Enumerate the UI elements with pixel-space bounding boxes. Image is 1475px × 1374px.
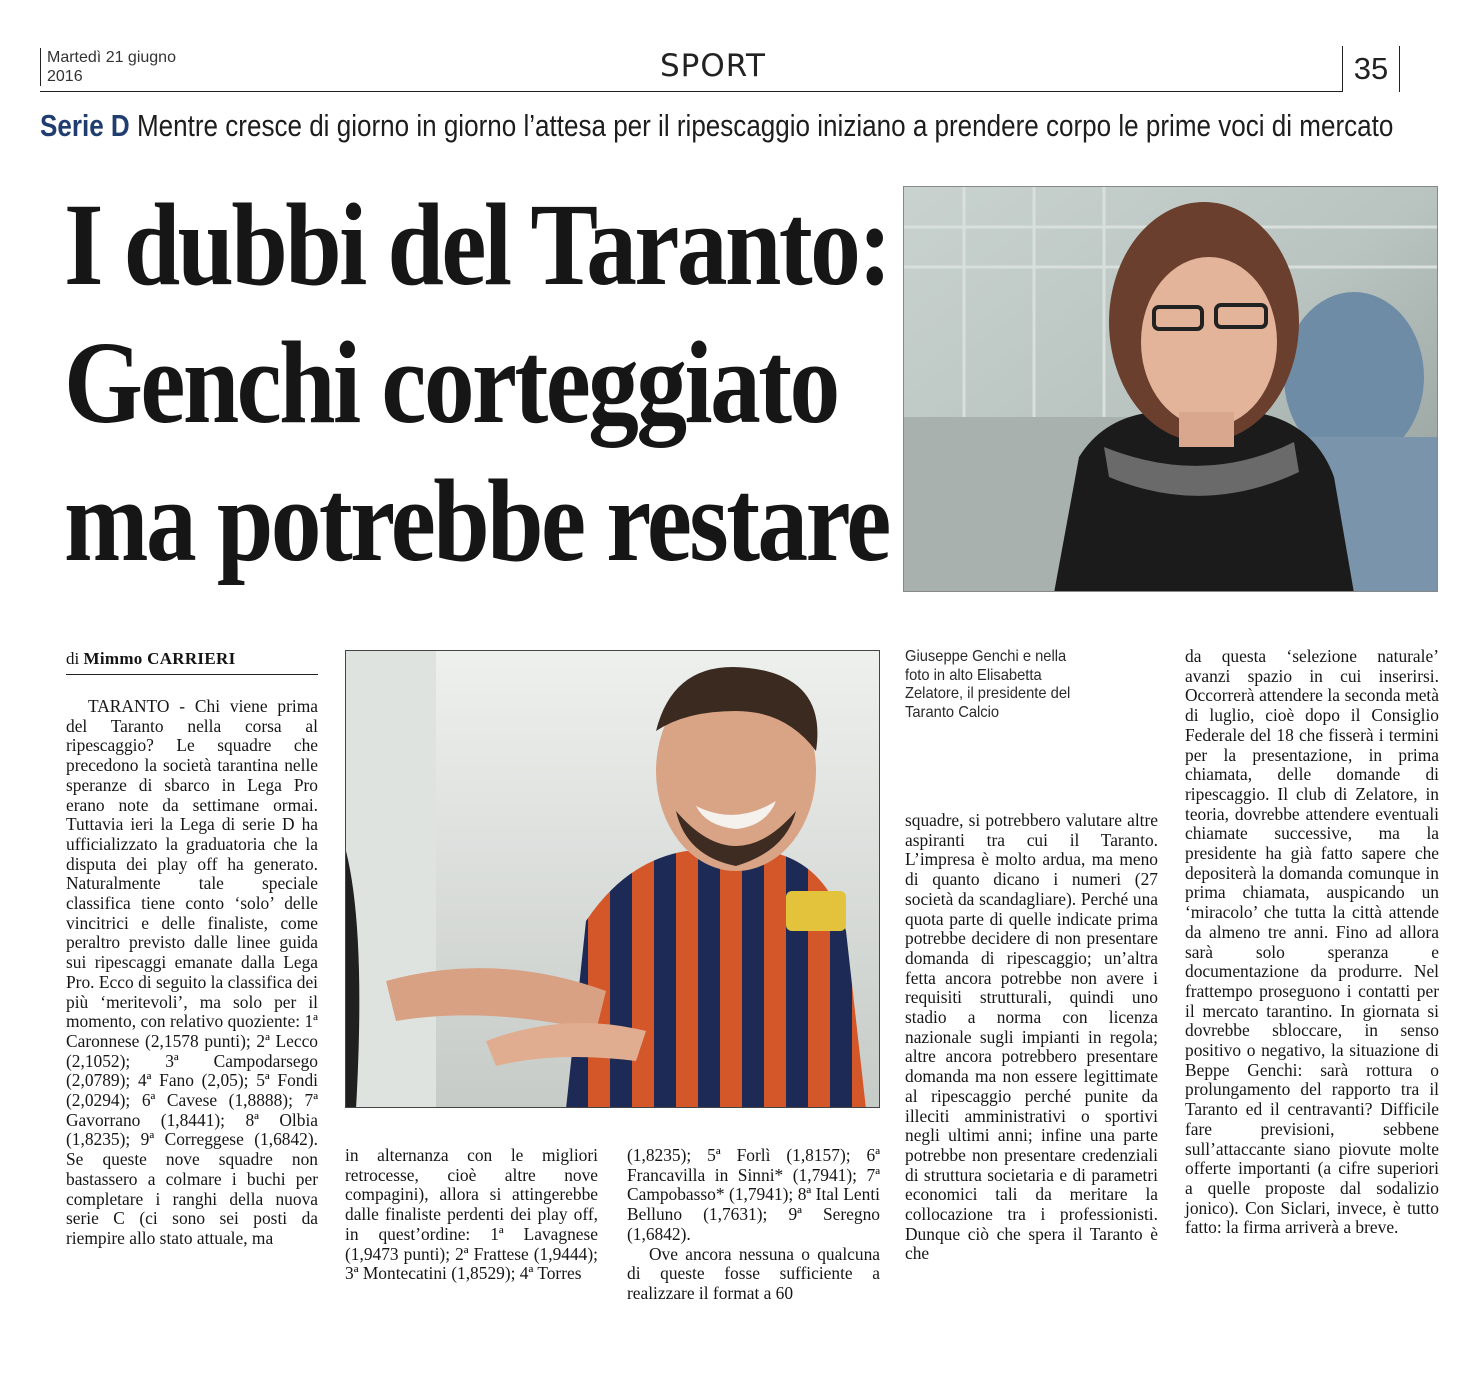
headline-line-1: I dubbi del Taranto: [64, 179, 890, 310]
article-column-2 [345, 1146, 598, 1316]
kicker-text: Mentre cresce di giorno in giorno l’attesa per il ripescaggio iniziano a prendere corpo le prime voci di mercato [136, 108, 1394, 143]
article-paragraph: Ove ancora nessuna o qualcuna di queste fosse sufficiente a realizzare il format a 60 [627, 1243, 880, 1303]
article-paragraph: TARANTO - Chi viene prima del Taranto nella corsa al ripescaggio? Le squadre che precedono la società tarantina nelle speranze di sbarco in Lega Pro erano note da settimane ormai. Tuttavia ieri la Lega di serie D ha ufficializzato la graduatoria che la disputa dei play off ha generato. Naturalmente tale speciale classifica tiene conto ‘solo’ delle vincitrici e delle finaliste, come peraltro previsto dalle linee guida sui ripescaggi emanate dalla Lega Pro. Ecco di seguito la classifica dei più ‘meritevoli’, ma solo per il momento, con relativo quoziente: 1ª Caronnese (2,1578 punti); 2ª Lecco (2,1052); 3ª Campodarsego (2,0789); 4ª Fano (2,05); 5ª Fondi (2,0294); 6ª Cavese (1,8888); 7ª Gavorrano (1,8441); 8ª Olbia (1,8235); 9ª Correggese (1,6842). Se queste nove squadre non bastassero a colmare i buchi per completare i ranghi della nuova serie C (ci sono sei posti da riempire allo stato attuale, ma [66, 696, 318, 1248]
article-paragraph: (1,8235); 5ª Forlì (1,8157); 6ª Francavilla in Sinni* (1,7941); 7ª Campobasso* (1,7941); 8ª Ital Lenti Belluno (1,7631); 9ª Seregno (1,6842). [627, 1145, 880, 1244]
kicker-label: Serie D [40, 108, 130, 143]
section-name: SPORT [660, 48, 766, 84]
byline-author: Mimmo CARRIERI [83, 649, 236, 668]
byline [66, 648, 318, 675]
article-paragraph: squadre, si potrebbero valutare altre aspiranti tra cui il Taranto. L’impresa è molto ardua, ma meno di quanto dicano i numeri (27 società da scandagliare). Perché una quota parte di quelle indicate prima potrebbe decidere di non presentare domanda di ripescaggio; un’altra fetta ancora potrebbe non avere i requisiti strutturali, quindi uno stadio a norma con licenza nazionale sugli impianti in regola; altre ancora potrebbero presentare domanda ma non essere legittimate al ripescaggio perché punite da illeciti amministrativi o sportivi negli ultimi anni; infine una parte potrebbe non presentare credenziali di struttura societaria e di parametri economici tali da meritare la collocazione tra i professionisti. Dunque ciò che spera il Taranto è che [905, 810, 1158, 1264]
headline-line-3: ma potrebbe restare [64, 455, 889, 586]
photo-caption: Giuseppe Genchi e nella foto in alto Elisabetta Zelatore, il presidente del Taranto Calcio [905, 648, 1071, 722]
article-column-3 [627, 1146, 880, 1316]
article-column-4 [905, 811, 1158, 1321]
photo-president [903, 186, 1438, 592]
article-paragraph: in alternanza con le migliori retrocesse, cioè altre nove compagini), allora si attingerebbe dalle finaliste perdenti dei play off, in quest’ordine: 1ª Lavagnese (1,9473 punti); 2ª Frattese (1,9444); 3ª Montecatini (1,8529); 4ª Torres [345, 1145, 598, 1284]
masthead [40, 46, 1400, 94]
headline [64, 176, 964, 590]
photo-player [345, 650, 880, 1108]
issue-date-year: 2016 [47, 68, 83, 85]
page-number: 35 [1342, 46, 1400, 92]
byline-prefix: di [66, 649, 80, 668]
article-column-1 [66, 697, 318, 1317]
kicker [40, 106, 1394, 146]
masthead-rule [40, 91, 1342, 92]
headline-line-2: Genchi corteggiato [64, 317, 838, 448]
issue-date [40, 48, 176, 86]
article-paragraph: da questa ‘selezione naturale’ avanzi spazio in cui inserirsi. Occorrerà attendere la seconda metà di luglio, cioè dopo il Consiglio Federale del 18 che fisserà i termini per la presentazione, in prima chiamata, delle domande di ripescaggio. Il club di Zelatore, in teoria, dovrebbe attendere eventuali chiamate successive, ma la presidente ha già fatto sapere che depositerà la domanda comunque in prima chiamata, auspicando un ‘miracolo’ che tutta la città attende da almeno tre anni. Fino ad allora sarà solo speranza e documentazione da produrre. Nel frattempo proseguono i contatti per il mercato tarantino. In giornata si dovrebbe sbloccare, in senso positivo o negativo, la situazione di Beppe Genchi: sarà rottura o prolungamento del rapporto tra il Taranto ed il centravanti? Difficile fare previsioni, sebbene sull’attaccante siano piovute molte offerte importanti (a cifre superiori a quelle proposte dal sodalizio jonico). Con Siclari, invece, è tutto fatto: la firma arriverà a breve. [1185, 646, 1439, 1238]
issue-date-day: Martedì 21 giugno [47, 49, 176, 66]
article-column-5 [1185, 647, 1439, 1317]
